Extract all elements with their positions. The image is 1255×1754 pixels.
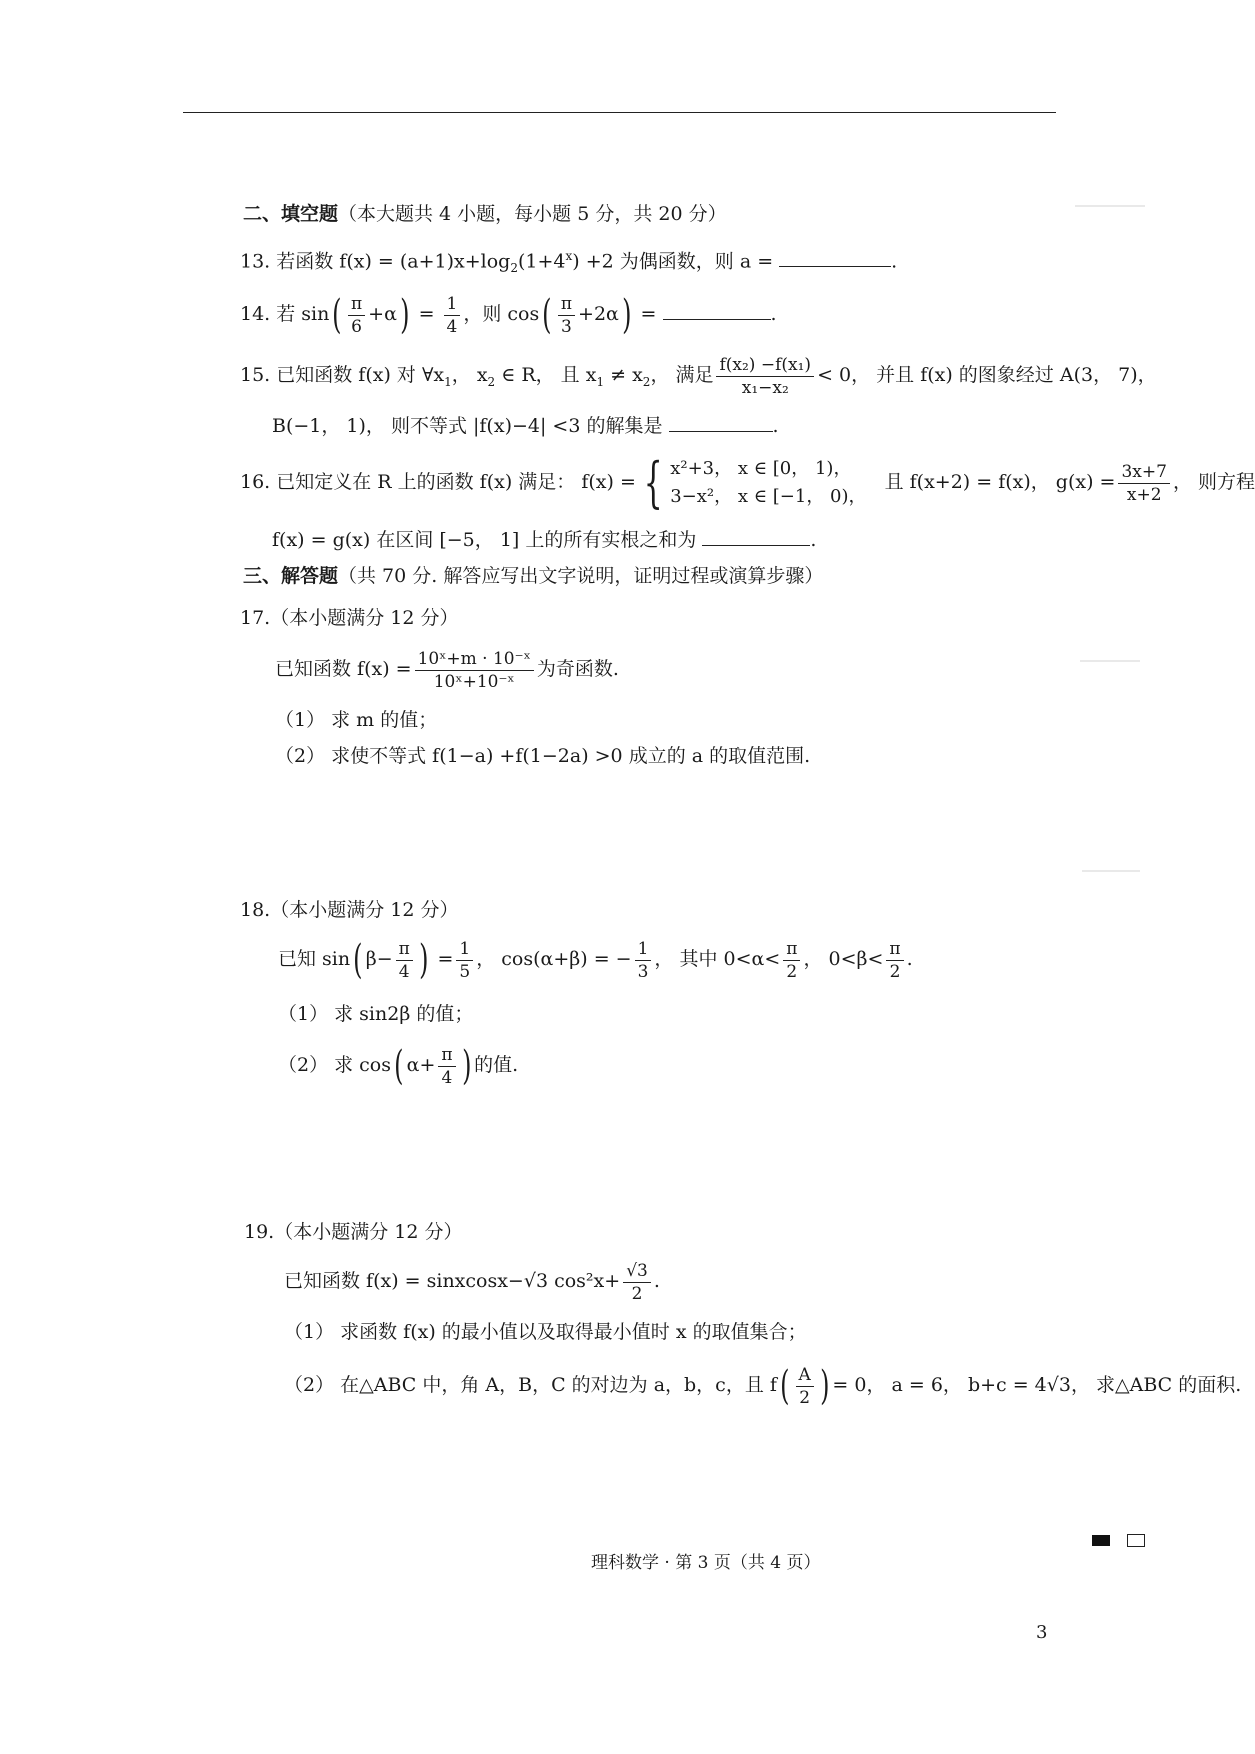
section-title: 二、填空题 <box>243 203 339 225</box>
answer-blank[interactable] <box>779 248 891 267</box>
question-14 <box>240 290 777 338</box>
question-17-part1: （1） 求 m 的值； <box>275 709 438 731</box>
fraction <box>415 648 534 693</box>
subscript: 1 <box>444 374 452 389</box>
q14-eq: = <box>412 303 441 325</box>
answer-blank[interactable] <box>669 413 773 432</box>
answer-blank[interactable] <box>663 301 771 320</box>
question-17-title: 17.（本小题满分 12 分） <box>240 607 459 629</box>
numerator: π <box>438 1044 455 1067</box>
q15-text-a: 15. 已知函数 f(x) 对 ∀x <box>240 364 445 386</box>
fraction <box>783 938 800 983</box>
piecewise-cases <box>670 455 866 511</box>
numerator: 10ˣ+m · 10⁻ˣ <box>415 648 534 671</box>
denominator: 4 <box>398 961 410 982</box>
q15-text-e: ， 满足 <box>650 364 714 386</box>
filled-square-icon <box>1092 1535 1110 1546</box>
question-17-part2: （2） 求使不等式 f(1−a) +f(1−2a) >0 成立的 a 的取值范围. <box>275 745 811 767</box>
q18-text-d: ， 其中 0<α< <box>654 948 781 970</box>
section-note: （本大题共 4 小题，每小题 5 分，共 20 分） <box>338 203 727 225</box>
paren-close: ) <box>819 1363 830 1409</box>
q13-text-a: 13. 若函数 f(x) = (a+1)x+log <box>240 250 511 273</box>
numerator: 3x+7 <box>1118 461 1169 484</box>
q15-text-d: ≠ x <box>604 364 643 386</box>
fraction <box>886 938 903 983</box>
q14-text-b: +α <box>368 303 397 325</box>
subscript: 1 <box>596 374 605 389</box>
fraction <box>796 1364 814 1409</box>
bleed-through-mark <box>1080 660 1140 662</box>
denominator: 2 <box>786 961 798 982</box>
q14-text-a: 14. 若 sin <box>240 303 330 325</box>
question-19-part1: （1） 求函数 f(x) 的最小值以及取得最小值时 x 的取值集合； <box>284 1321 807 1343</box>
question-18-part1: （1） 求 sin2β 的值； <box>278 1003 474 1025</box>
denominator: 3 <box>637 961 649 982</box>
q18-text-g: α+ <box>406 1054 436 1076</box>
paren-close: ) <box>400 292 410 338</box>
denominator: 3 <box>561 316 572 337</box>
numerator: π <box>886 938 903 961</box>
q16-text-a: 16. 已知定义在 R 上的函数 f(x) 满足： f(x) = <box>240 471 636 493</box>
paren-close: ) <box>461 1043 472 1089</box>
denominator: 2 <box>631 1283 643 1304</box>
denominator: x₁−x₂ <box>741 377 789 398</box>
bleed-through-mark <box>1082 870 1140 872</box>
paren-open: ( <box>542 292 552 338</box>
case-1: x²+3， x ∈ [0， 1)， <box>670 458 852 479</box>
question-15-line2 <box>272 412 779 440</box>
case-2: 3−x²， x ∈ [−1， 0)， <box>670 486 867 507</box>
q13-period: . <box>891 250 898 273</box>
q19-period: . <box>653 1270 660 1292</box>
q16-text-b: 且 f(x+2) = f(x)， g(x) = <box>884 471 1116 493</box>
question-19-part2 <box>284 1360 1241 1410</box>
denominator: 4 <box>441 1067 453 1088</box>
numerator: π <box>396 938 413 961</box>
denominator: 6 <box>351 316 362 337</box>
page-footer: 理科数学 · 第 3 页（共 4 页） <box>591 1553 821 1573</box>
question-16-line2 <box>272 526 816 554</box>
q14-text-e: = <box>634 303 657 325</box>
q15-text-g: B(−1， 1)， 则不等式 |f(x)−4| <3 的解集是 <box>272 415 663 437</box>
fraction <box>558 293 575 338</box>
paren-open: ( <box>394 1043 404 1089</box>
q16-text-d: f(x) = g(x) 在区间 [−5， 1] 上的所有实根之和为 <box>272 529 697 551</box>
question-18-part2 <box>278 1040 518 1090</box>
q16-text-c: ， 则方程 <box>1172 471 1255 493</box>
numerator: π <box>783 938 800 961</box>
page-number: 3 <box>1036 1622 1048 1643</box>
fraction <box>716 354 814 399</box>
q13-text-c: ) +2 为偶函数，则 a = <box>572 250 774 273</box>
question-16 <box>240 452 1255 512</box>
q18-text-e: ， 0<β< <box>803 948 884 970</box>
question-13 <box>240 242 897 282</box>
question-18-stem <box>278 934 913 984</box>
paren-close: ) <box>622 292 632 338</box>
q19-text-b: （2） 在△ABC 中，角 A，B，C 的对边为 a，b，c，且 f <box>284 1374 777 1396</box>
denominator: 4 <box>446 316 458 337</box>
q18-text-f: （2） 求 cos <box>278 1054 391 1076</box>
numerator: 1 <box>456 938 473 961</box>
bleed-through-mark <box>1075 205 1145 207</box>
header-rule <box>183 112 1056 113</box>
q18-period: . <box>906 948 913 970</box>
q14-text-c: ，则 cos <box>463 303 540 325</box>
denominator: 5 <box>459 961 471 982</box>
q15-text-c: ∈ R， 且 x <box>495 364 597 386</box>
subscript: 2 <box>642 374 651 389</box>
denominator: 2 <box>799 1387 811 1408</box>
section-heading-fill <box>243 200 727 228</box>
paren-open: ( <box>353 937 363 983</box>
q15-text-b: ， x <box>451 364 488 386</box>
denominator: 10ˣ+10⁻ˣ <box>433 671 515 692</box>
question-17-stem <box>275 644 619 694</box>
numerator: 1 <box>444 293 461 316</box>
fraction <box>1118 461 1169 506</box>
numerator: π <box>348 293 365 316</box>
q18-eq: = <box>431 948 454 970</box>
q14-text-d: +2α <box>578 303 619 325</box>
paren-open: ( <box>780 1363 790 1409</box>
paren-close: ) <box>418 937 429 983</box>
q15-period: . <box>772 415 779 437</box>
paren-open: ( <box>332 292 342 338</box>
q18-text-b: β− <box>365 948 393 970</box>
fraction <box>444 293 461 338</box>
subscript: 2 <box>487 374 496 389</box>
empty-square-icon <box>1127 1534 1145 1547</box>
q17-text-a: 已知函数 f(x) = <box>275 658 412 680</box>
denominator: x+2 <box>1126 484 1162 505</box>
brace-open: { <box>643 451 663 514</box>
fraction <box>438 1044 455 1089</box>
denominator: 2 <box>889 961 901 982</box>
q13-text-b: (1+4 <box>517 250 566 273</box>
numerator: √3 <box>623 1260 651 1283</box>
question-18-title: 18.（本小题满分 12 分） <box>240 899 459 921</box>
q14-period: . <box>770 303 777 325</box>
numerator: π <box>558 293 575 316</box>
section-heading-solve <box>243 562 823 590</box>
q18-text-h: 的值. <box>474 1054 519 1076</box>
q18-text-c: ， cos(α+β) = − <box>476 948 632 970</box>
q13-log-base: 2 <box>510 261 518 276</box>
fraction <box>348 293 365 338</box>
fraction <box>456 938 473 983</box>
fraction <box>396 938 413 983</box>
section-note: （共 70 分. 解答应写出文字说明，证明过程或演算步骤） <box>338 565 824 587</box>
fraction <box>635 938 652 983</box>
q19-text-a: 已知函数 f(x) = sinxcosx−√3 cos²x+ <box>284 1270 621 1292</box>
section-title: 三、解答题 <box>243 565 339 587</box>
question-19-stem <box>284 1256 660 1306</box>
fraction <box>623 1260 651 1305</box>
q16-period: . <box>810 529 817 551</box>
q13-exponent: x <box>565 249 573 263</box>
q15-text-f: < 0， 并且 f(x) 的图象经过 A(3， 7)， <box>817 364 1157 386</box>
numerator: 1 <box>635 938 652 961</box>
numerator: f(x₂) −f(x₁) <box>716 354 814 377</box>
question-15 <box>240 350 1157 407</box>
numerator: A <box>796 1364 814 1387</box>
q18-text-a: 已知 sin <box>278 948 351 970</box>
q17-text-b: 为奇函数. <box>536 658 619 680</box>
q19-text-c: = 0， a = 6， b+c = 4√3， 求△ABC 的面积. <box>832 1374 1242 1396</box>
question-19-title: 19.（本小题满分 12 分） <box>244 1221 463 1243</box>
answer-blank[interactable] <box>702 527 810 546</box>
